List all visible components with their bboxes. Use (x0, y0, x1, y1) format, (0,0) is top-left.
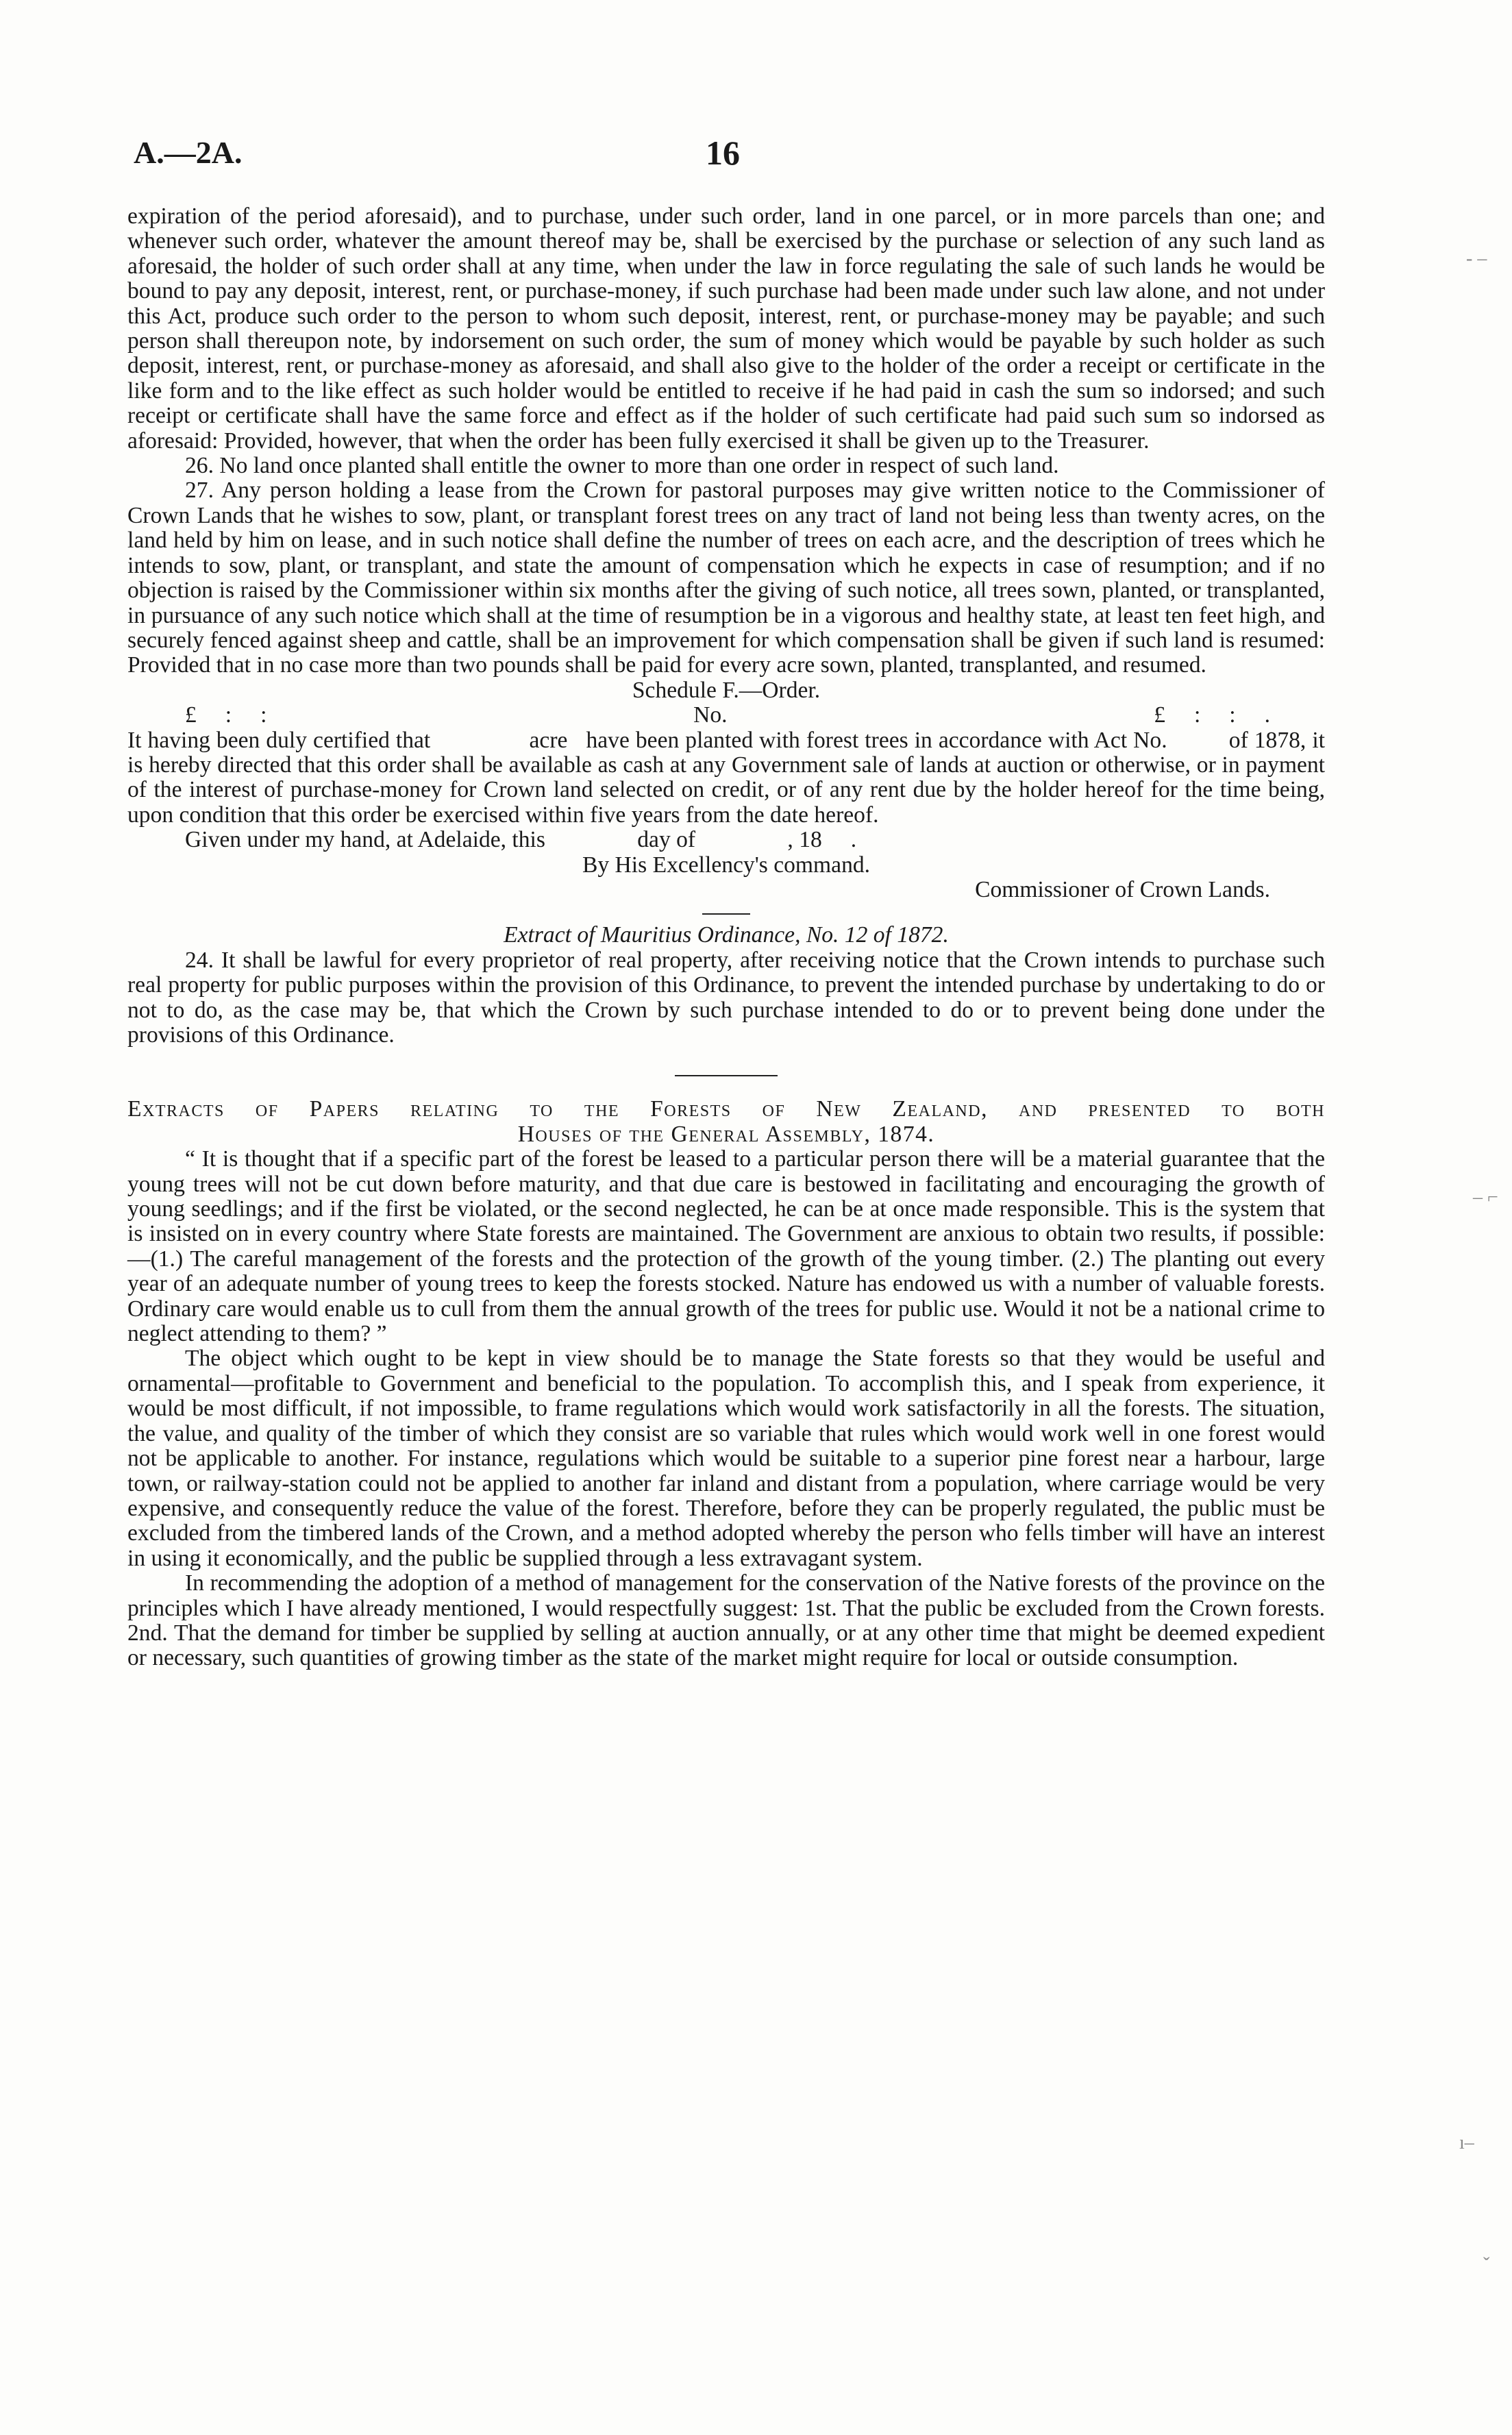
section-divider (675, 1075, 778, 1076)
schedule-body: It having been duly certified that acre have been planted with forest trees in accordance with Act No. of 1878, it is hereby directed that this order shall be available as cash at any Government sale of lands at auction or otherwise, or in payment of the interest of purchase-money for Crown land selected on credit, or of any rent due by the holder hereof for the time being, upon condition that this order be exercised within five years from the date hereof. (127, 727, 1331, 828)
schedule-command: By His Excellency's command. (582, 852, 871, 878)
extracts-heading-line2: Houses of the General Assembly, 1874. (517, 1121, 935, 1147)
margin-mark: – ⌐ (1473, 1187, 1498, 1208)
schedule-amount-left: £ : : (185, 702, 267, 728)
extracts-object-paragraph: The object which ought to be kept in view should be to manage the State forests so that they would be useful and ornamental—profitable to Government and beneficial to the population. To accomplish this, and I speak from experience, it would be most difficult, if not impossible, to frame regulations which would work satisfactorily in all the forests. The situation, the value, and quality of the timber of which they consist are so variable that rules which would work well in one forest would not be applicable to another. For instance, regulations which would be suitable to a superior pine forest near a harbour, large town, or railway-station could not be applied to another far inland and distant from a population, where carriage would be very expensive, and consequently reduce the value of the forest. Therefore, before they can be properly regulated, the public must be excluded from the timbered lands of the Crown, and a method adopted whereby the person who fells timber will have an interest in using it economically, and the public be supplied through a less extravagant system. (127, 1346, 1325, 1571)
schedule-order-no: No. (693, 702, 728, 728)
extracts-quote: “ It is thought that if a specific part of the forest be leased to a particular person there will be a material guarantee that the young trees will not be cut down before maturity, and that due care is bestowed in facilitating and encouraging the growth of young seedlings; and if the first be violated, or the second neglected, he can be at once made responsible. This is the system that is insisted on in every country where State forests are maintained. The Government are anxious to obtain two results, if possible:—(1.) The careful management of the forests and the protection of the growth of the young timber. (2.) The planting out every year of an adequate number of young trees to keep the forests stocked. Nature has endowed us with a number of valuable forests. Ordinary care would enable us to cull from them the annual growth of the trees for public use. Would it not be a national crime to neglect attending to them? ” (127, 1146, 1325, 1347)
margin-mark: - – (1466, 248, 1487, 269)
section-27: 27. Any person holding a lease from the Crown for pastoral purposes may give written notice to the Commissioner of Crown Lands that he wishes to sow, plant, or transplant forest trees on any tract of land not being less than twenty acres, on the land held by him on lease, and in such notice shall define the number of trees on each acre, and the description of trees which he intends to sow, plant, or transplant, and state the amount of compensation which he expects in case of resumption; and if no objection is raised by the Commissioner within six months after the giving of such notice, all trees sown, planted, or transplanted, in pursuance of any such notice which shall at the time of resumption be in a vigorous and healthy state, at least ten feet high, and securely fenced against sheep and cattle, shall be an improvement for which compensation shall be given if such land is resumed: Provided that in no case more than two pounds shall be paid for every acre sown, planted, transplanted, and resumed. (127, 478, 1325, 678)
section-26: 26. No land once planted shall entitle the owner to more than one order in respect of such land. (185, 453, 1059, 479)
schedule-title: Schedule F.—Order. (632, 677, 821, 703)
document-reference: A.—2A. (134, 135, 243, 170)
schedule-amount-right: £ : : . (1154, 702, 1270, 728)
margin-mark: ı– (1459, 2132, 1474, 2153)
paragraph-continuation: expiration of the period aforesaid), and to purchase, under such order, land in one parcel, or in more parcels than one; and whenever such order, whatever the amount thereof may be, shall be exercised by the purchase or selection of any such land as aforesaid, the holder of such order shall at any time, when under the law in force regulating the sale of such lands he would be bound to pay any deposit, interest, rent, or purchase-money, if such purchase had been made under such law alone, and not under this Act, produce such order to the person to whom such deposit, interest, rent, or purchase-money may be payable; and such person shall thereupon note, by indorsement on such order, the sum of money which would be payable by such holder as such deposit, interest, rent, or purchase-money as aforesaid, and shall also give to the holder of the order a receipt or certificate in the like form and to the like effect as such holder would be entitled to receive if he had paid in cash the sum so indorsed; and such receipt or certificate shall have the same force and effect as if the holder of such certificate had paid such sum so indorsed as aforesaid: Provided, however, that when the order has been fully exercised it shall be given up to the Treasurer. (127, 203, 1325, 454)
page-number: 16 (706, 134, 740, 172)
mauritius-title: Extract of Mauritius Ordinance, No. 12 of 1872. (504, 922, 949, 948)
section-divider (702, 913, 750, 915)
schedule-amount-row (127, 703, 1325, 728)
extracts-recommend-paragraph: In recommending the adoption of a method of management for the conservation of the Native forests of the province on the principles which I have already mentioned, I would respectfully suggest: 1st. That the public be excluded from the Crown forests. 2nd. That the demand for timber be supplied by selling at auction annually, or at any other time that might be deemed expedient or necessary, such quantities of growing timber as the state of the market might require for local or outside consumption. (127, 1570, 1325, 1671)
margin-mark: ˇ (1483, 2254, 1490, 2275)
document-body (127, 203, 1331, 1671)
schedule-given: Given under my hand, at Adelaide, this day of , 18 . (185, 827, 857, 853)
extracts-heading-line1: Extracts of Papers relating to the Forests of New Zealand, and presented to both (127, 1096, 1325, 1122)
schedule-signatory: Commissioner of Crown Lands. (975, 876, 1270, 902)
mauritius-section-24: 24. It shall be lawful for every proprietor of real property, after receiving notice that the Crown intends to purchase such real property for public purposes within the provision of this Ordinance, to prevent the intended purchase by undertaking to do or not to do, as the case may be, that which the Crown by such purchase intended to do or to prevent being done under the provisions of this Ordinance. (127, 947, 1325, 1048)
